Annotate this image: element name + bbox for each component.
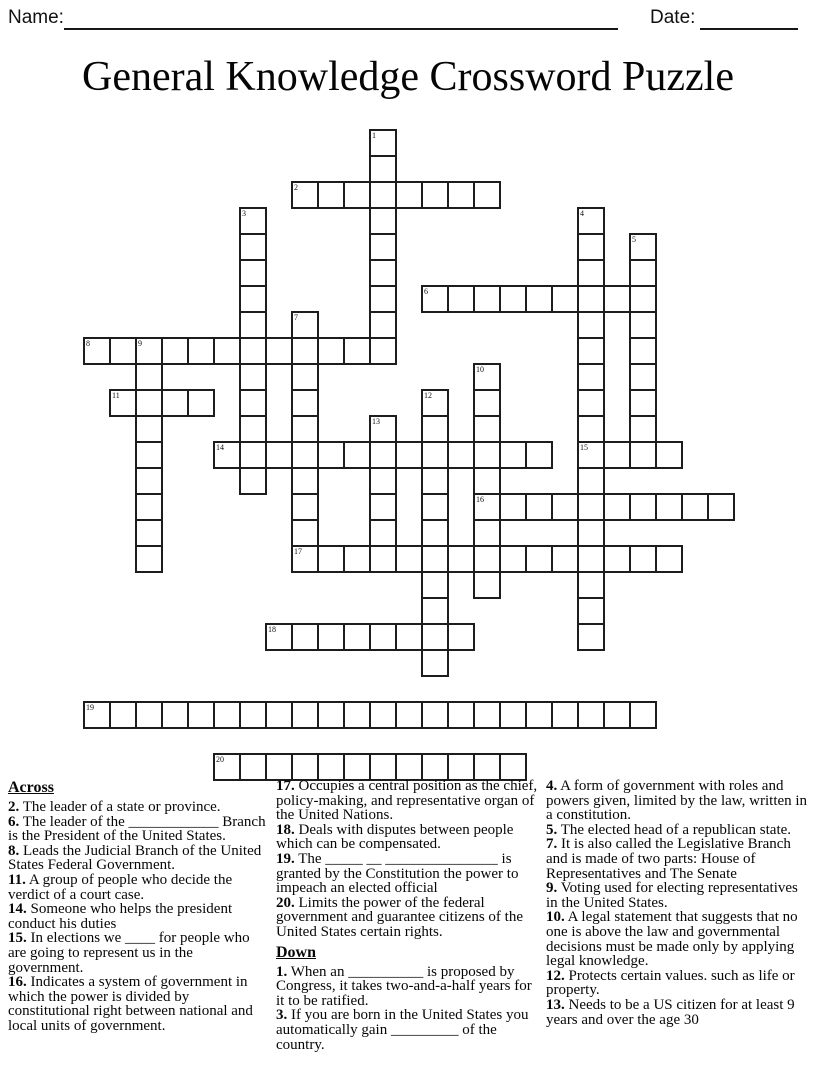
cell-number: 1 xyxy=(372,131,376,140)
grid-cell xyxy=(421,597,449,625)
clue-column-3 xyxy=(546,779,812,1027)
grid-cell xyxy=(421,571,449,599)
grid-cell xyxy=(447,753,475,781)
grid-cell xyxy=(135,701,163,729)
grid-cell xyxy=(577,389,605,417)
grid-cell xyxy=(317,701,345,729)
grid-cell xyxy=(369,285,397,313)
name-label: Name: xyxy=(8,7,64,28)
grid-cell xyxy=(655,545,683,573)
grid-cell xyxy=(239,337,267,365)
clue-heading-down: Down xyxy=(276,943,317,961)
grid-cell xyxy=(135,415,163,443)
grid-cell xyxy=(265,441,293,469)
grid-cell xyxy=(291,701,319,729)
clue-item: 19. The _____ __ _______________ is granted by the Constitution the power to impeach an elected official xyxy=(276,850,519,897)
grid-cell xyxy=(135,545,163,573)
grid-cell xyxy=(421,467,449,495)
clue-item-number: 20. xyxy=(276,894,295,911)
grid-cell xyxy=(421,441,449,469)
grid-cell xyxy=(239,415,267,443)
grid-cell xyxy=(239,259,267,287)
grid-cell xyxy=(239,285,267,313)
clue-item: 15. In elections we ____ for people who are going to represent us in the government. xyxy=(8,930,250,976)
grid-cell xyxy=(239,389,267,417)
cell-number: 6 xyxy=(424,287,428,296)
grid-cell xyxy=(369,181,397,209)
cell-number: 14 xyxy=(216,443,224,452)
cell-number: 20 xyxy=(216,755,224,764)
clue-item-number: 4. xyxy=(546,778,558,794)
grid-cell xyxy=(525,285,553,313)
grid-cell xyxy=(291,467,319,495)
grid-cell xyxy=(473,467,501,495)
grid-cell xyxy=(369,467,397,495)
clue-item: 13. Needs to be a US citizen for at least 9 years and over the age 30 xyxy=(546,996,795,1028)
grid-cell xyxy=(577,285,605,313)
cell-number: 10 xyxy=(476,365,484,374)
grid-cell xyxy=(317,441,345,469)
grid-cell xyxy=(395,181,423,209)
grid-cell xyxy=(369,337,397,365)
grid-cell xyxy=(603,441,631,469)
grid-cell xyxy=(473,285,501,313)
grid-cell xyxy=(551,545,579,573)
clue-item: 12. Protects certain values. such as life or property. xyxy=(546,967,795,999)
grid-cell xyxy=(135,467,163,495)
clue-item-number: 9. xyxy=(546,880,558,897)
grid-cell xyxy=(629,441,657,469)
cell-number: 5 xyxy=(632,235,636,244)
grid-cell xyxy=(291,337,319,365)
grid-cell xyxy=(317,545,345,573)
cell-number: 12 xyxy=(424,391,432,400)
grid-cell xyxy=(447,545,475,573)
clue-item-number: 3. xyxy=(276,1007,288,1024)
grid-cell xyxy=(343,701,371,729)
cell-number: 13 xyxy=(372,417,380,426)
grid-cell xyxy=(369,155,397,183)
grid-cell xyxy=(291,519,319,547)
grid-cell xyxy=(343,337,371,365)
grid-cell xyxy=(655,493,683,521)
clue-item-number: 16. xyxy=(8,974,27,991)
cell-number: 9 xyxy=(138,339,142,348)
clue-item: 8. Leads the Judicial Branch of the United States Federal Government. xyxy=(8,842,262,874)
grid-cell xyxy=(473,519,501,547)
grid-cell xyxy=(135,363,163,391)
grid-cell xyxy=(187,389,215,417)
grid-cell xyxy=(499,493,527,521)
grid-cell xyxy=(291,415,319,443)
grid-cell xyxy=(317,753,345,781)
grid-cell xyxy=(421,701,449,729)
grid-cell xyxy=(577,233,605,261)
grid-cell xyxy=(421,545,449,573)
grid-cell xyxy=(525,441,553,469)
grid-cell xyxy=(239,311,267,339)
grid-cell xyxy=(343,441,371,469)
grid-cell xyxy=(655,441,683,469)
grid-cell xyxy=(395,545,423,573)
clue-item: 6. The leader of the ____________ Branch is the President of the United States. xyxy=(8,813,266,845)
grid-cell xyxy=(447,441,475,469)
clue-item: 16. Indicates a system of government in which the power is divided by constitutional right between national and local units of government. xyxy=(8,974,253,1034)
grid-cell xyxy=(239,363,267,391)
grid-cell xyxy=(239,753,267,781)
grid-cell xyxy=(239,701,267,729)
grid-cell xyxy=(577,259,605,287)
clue-item-number: 2. xyxy=(8,799,20,815)
grid-cell xyxy=(525,545,553,573)
grid-cell xyxy=(473,415,501,443)
grid-cell xyxy=(629,259,657,287)
grid-cell xyxy=(369,311,397,339)
clue-item-number: 13. xyxy=(546,996,565,1013)
grid-cell xyxy=(369,493,397,521)
grid-cell xyxy=(239,441,267,469)
grid-cell xyxy=(291,389,319,417)
grid-cell xyxy=(629,415,657,443)
cell-number: 7 xyxy=(294,313,298,322)
page-title: General Knowledge Crossword Puzzle xyxy=(82,54,734,100)
cell-number: 19 xyxy=(86,703,94,712)
grid-cell xyxy=(161,337,189,365)
cell-number: 8 xyxy=(86,339,90,348)
clue-item-number: 12. xyxy=(546,967,565,984)
grid-cell xyxy=(291,493,319,521)
grid-cell xyxy=(239,233,267,261)
clue-item-number: 7. xyxy=(546,836,558,853)
grid-cell xyxy=(421,649,449,677)
clue-item-number: 11. xyxy=(8,871,26,888)
grid-cell xyxy=(395,701,423,729)
grid-cell xyxy=(447,181,475,209)
grid-cell xyxy=(681,493,709,521)
grid-cell xyxy=(369,233,397,261)
grid-cell xyxy=(473,389,501,417)
clue-heading-across: Across xyxy=(8,779,54,796)
grid-cell xyxy=(447,701,475,729)
grid-cell xyxy=(629,389,657,417)
grid-cell xyxy=(707,493,735,521)
clue-item-number: 18. xyxy=(276,821,295,838)
grid-cell xyxy=(317,623,345,651)
grid-cell xyxy=(317,337,345,365)
grid-cell xyxy=(135,441,163,469)
grid-cell xyxy=(577,467,605,495)
clue-item: 5. The elected head of a republican state. xyxy=(546,821,792,838)
clue-item-number: 19. xyxy=(276,850,295,867)
grid-cell xyxy=(525,493,553,521)
grid-cell xyxy=(343,623,371,651)
grid-cell xyxy=(161,389,189,417)
clue-item: 14. Someone who helps the president conduct his duties xyxy=(8,901,233,932)
grid-cell xyxy=(473,753,501,781)
clue-item: 4. A form of government with roles and powers given, limited by the law, written in a constitution. xyxy=(546,778,808,824)
grid-cell xyxy=(603,285,631,313)
grid-cell xyxy=(629,311,657,339)
grid-cell xyxy=(603,493,631,521)
grid-cell xyxy=(161,701,189,729)
cell-number: 2 xyxy=(294,183,298,192)
grid-cell xyxy=(551,701,579,729)
grid-cell xyxy=(369,623,397,651)
grid-cell xyxy=(213,337,241,365)
grid-cell xyxy=(421,415,449,443)
grid-cell xyxy=(265,337,293,365)
clue-item: 11. A group of people who decide the verdict of a court case. xyxy=(8,871,233,903)
clue-item-number: 1. xyxy=(276,963,288,980)
grid-cell xyxy=(603,701,631,729)
grid-cell xyxy=(369,259,397,287)
grid-cell xyxy=(369,753,397,781)
clue-item-number: 10. xyxy=(546,909,565,926)
grid-cell xyxy=(369,207,397,235)
grid-cell xyxy=(499,701,527,729)
grid-cell xyxy=(577,493,605,521)
grid-cell xyxy=(473,441,501,469)
clue-item-number: 14. xyxy=(8,901,27,918)
grid-cell xyxy=(629,337,657,365)
grid-cell xyxy=(239,467,267,495)
grid-cell xyxy=(525,701,553,729)
grid-cell xyxy=(629,701,657,729)
grid-cell xyxy=(447,623,475,651)
grid-cell xyxy=(473,181,501,209)
grid-cell xyxy=(421,493,449,521)
grid-cell xyxy=(135,389,163,417)
grid-cell xyxy=(421,181,449,209)
grid-cell xyxy=(291,363,319,391)
clue-item-number: 6. xyxy=(8,813,20,830)
grid-cell xyxy=(629,493,657,521)
grid-cell xyxy=(629,363,657,391)
grid-cell xyxy=(577,363,605,391)
clue-item: 3. If you are born in the United States you automatically gain _________ of the country. xyxy=(276,1007,529,1053)
grid-cell xyxy=(577,337,605,365)
grid-cell xyxy=(447,285,475,313)
grid-cell xyxy=(343,753,371,781)
grid-cell xyxy=(577,623,605,651)
grid-cell xyxy=(551,285,579,313)
grid-cell xyxy=(499,441,527,469)
grid-cell xyxy=(343,545,371,573)
cell-number: 17 xyxy=(294,547,302,556)
grid-cell xyxy=(629,285,657,313)
grid-cell xyxy=(395,623,423,651)
grid-cell xyxy=(551,493,579,521)
grid-cell xyxy=(577,415,605,443)
grid-cell xyxy=(265,753,293,781)
clue-item: 18. Deals with disputes between people which can be compensated. xyxy=(276,821,514,853)
grid-cell xyxy=(473,545,501,573)
clue-column-1 xyxy=(8,779,269,1034)
grid-cell xyxy=(317,181,345,209)
cell-number: 4 xyxy=(580,209,584,218)
grid-cell xyxy=(135,519,163,547)
grid-cell xyxy=(265,701,293,729)
grid-cell xyxy=(213,701,241,729)
clue-item: 7. It is also called the Legislative Branch and is made of two parts: House of Representatives and The Senate xyxy=(546,836,791,882)
grid-cell xyxy=(291,753,319,781)
clue-item-number: 17. xyxy=(276,778,295,794)
grid-cell xyxy=(109,337,137,365)
grid-cell xyxy=(343,181,371,209)
grid-cell xyxy=(577,519,605,547)
grid-cell xyxy=(629,545,657,573)
grid-cell xyxy=(369,519,397,547)
grid-cell xyxy=(421,753,449,781)
clue-item: 9. Voting used for electing representatives in the United States. xyxy=(546,880,798,911)
grid-cell xyxy=(499,753,527,781)
date-label: Date: xyxy=(650,7,696,28)
grid-cell xyxy=(577,545,605,573)
cell-number: 15 xyxy=(580,443,588,452)
grid-cell xyxy=(395,441,423,469)
clue-column-2 xyxy=(276,779,541,1052)
grid-cell xyxy=(369,701,397,729)
grid-cell xyxy=(421,519,449,547)
grid-cell xyxy=(187,701,215,729)
clue-item: 1. When an __________ is proposed by Congress, it takes two-and-a-half years for it to be ratified. xyxy=(276,963,532,1009)
clue-item: 10. A legal statement that suggests that no one is above the law and governmental decisions must be made only by applying legal knowledge. xyxy=(546,909,798,970)
grid-cell xyxy=(499,545,527,573)
clue-item-number: 15. xyxy=(8,930,27,947)
clue-item-number: 5. xyxy=(546,821,558,838)
grid-cell xyxy=(369,441,397,469)
cell-number: 3 xyxy=(242,209,246,218)
grid-cell xyxy=(291,623,319,651)
clue-item: 2. The leader of a state or province. xyxy=(8,799,221,815)
grid-cell xyxy=(109,701,137,729)
grid-cell xyxy=(421,623,449,651)
grid-cell xyxy=(395,753,423,781)
cell-number: 18 xyxy=(268,625,276,634)
grid-cell xyxy=(577,597,605,625)
grid-cell xyxy=(473,701,501,729)
cell-number: 11 xyxy=(112,391,120,400)
grid-cell xyxy=(603,545,631,573)
grid-cell xyxy=(187,337,215,365)
clue-item: 20. Limits the power of the federal government and guarantee citizens of the United States certain rights. xyxy=(276,894,523,940)
grid-cell xyxy=(577,311,605,339)
grid-cell xyxy=(473,571,501,599)
clue-item: 17. Occupies a central position as the chief, policy-making, and representative organ of the United Nations. xyxy=(276,778,538,824)
clue-item-number: 8. xyxy=(8,842,20,859)
grid-cell xyxy=(577,571,605,599)
grid-cell xyxy=(291,441,319,469)
grid-cell xyxy=(499,285,527,313)
grid-cell xyxy=(577,701,605,729)
grid-cell xyxy=(135,493,163,521)
cell-number: 16 xyxy=(476,495,484,504)
grid-cell xyxy=(369,545,397,573)
